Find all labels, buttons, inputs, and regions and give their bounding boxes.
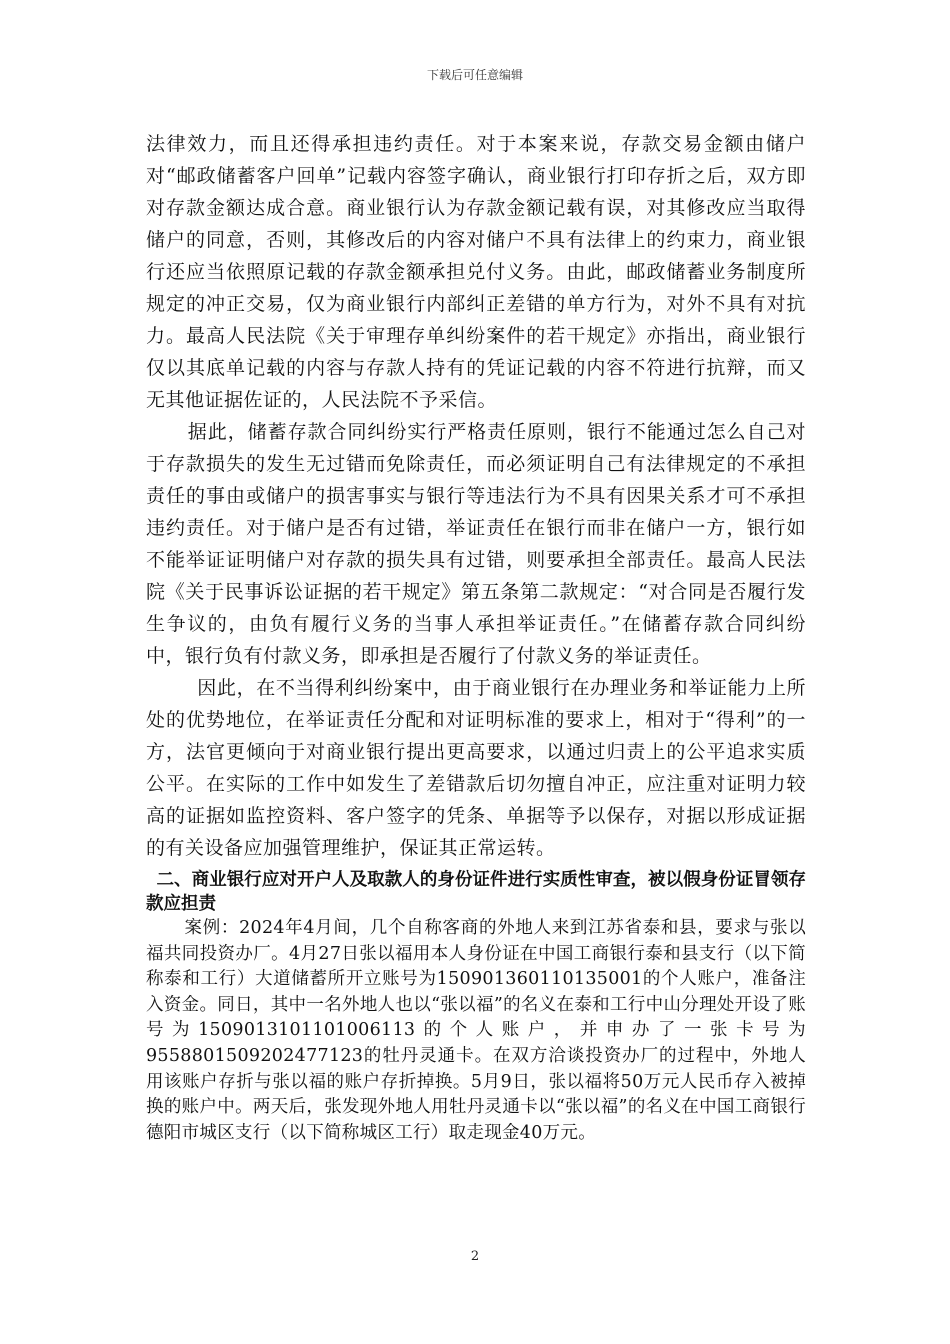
paragraph-conclusion: 因此，在不当得利纠纷案中，由于商业银行在办理业务和举证能力上所处的优势地位，在举证责任分配和对证明标准的要求上，相对于“得利”的一方，法官更倾向于对商业银行提出更高要求，以通过归责上的公平追求实质公平。在实际的工作中如发生了差错款后切勿擅自冲正，应注重对证明力较高的证据如监控资料、客户签字的凭条、单据等予以保存，对据以形成证据的有关设备应加强管理维护，保证其正常运转。: [146, 677, 806, 859]
document-body: [146, 128, 806, 1146]
section-heading: 二、商业银行应对开户人及取款人的身份证件进行实质性审查，被以假身份证冒领存款应担责: [146, 870, 806, 914]
paragraph-continuation: 法律效力，而且还得承担违约责任。对于本案来说，存款交易金额由储户对“邮政储蓄客户回单”记载内容签字确认，商业银行打印存折之后，双方即对存款金额达成合意。商业银行认为存款金额记载有误，对其修改应当取得储户的同意，否则，其修改后的内容对储户不具有法律上的约束力，商业银行还应当依照原记载的存款金额承担兑付义务。由此，邮政储蓄业务制度所规定的冲正交易，仅为商业银行内部纠正差错的单方行为，对外不具有对抗力。最高人民法院《关于审理存单纠纷案件的若干规定》亦指出，商业银行仅以其底单记载的内容与存款人持有的凭证记载的内容不符进行抗辩，而又无其他证据佐证的，人民法院不予采信。: [146, 133, 806, 411]
header-note: 下载后可任意编辑: [426, 68, 523, 82]
paragraph-strict-liability: 据此，储蓄存款合同纠纷实行严格责任原则，银行不能通过怎么自己对于存款损失的发生无过错而免除责任，而必须证明自己有法律规定的不承担责任的事由或储户的损害事实与银行等违法行为不具有因果关系才可不承担违约责任。对于储户是否有过错，举证责任在银行而非在储户一方，银行如不能举证证明储户对存款的损失具有过错，则要承担全部责任。最高人民法院《关于民事诉讼证据的若干规定》第五条第二款规定：“对合同是否履行发生争议的，由负有履行义务的当事人承担举证责任。”在储蓄存款合同纠纷中，银行负有付款义务，即承担是否履行了付款义务的举证责任。: [146, 421, 806, 667]
paragraph-case: 案例：2024年4月间，几个自称客商的外地人来到江苏省泰和县，要求与张以福共同投资办厂。4月27日张以福用本人身份证在中国工商银行泰和县支行（以下简称泰和工行）大道储蓄所开立账号为150901360110135001的个人账户，准备注入资金。同日，其中一名外地人也以“张以福”的名义在泰和工行中山分理处开设了账号为1509013101101006113的个人账户，并申办了一张卡号为9558801509202477123的牡丹灵通卡。在双方洽谈投资办厂的过程中，外地人用该账户存折与张以福的账户存折掉换。5月9日，张以福将50万元人民币存入被掉换的账户中。两天后，张发现外地人用牡丹灵通卡以“张以福”的名义在中国工商银行德阳市城区支行（以下简称城区工行）取走现金40万元。: [146, 918, 806, 1143]
page-number: 2: [470, 1249, 480, 1264]
